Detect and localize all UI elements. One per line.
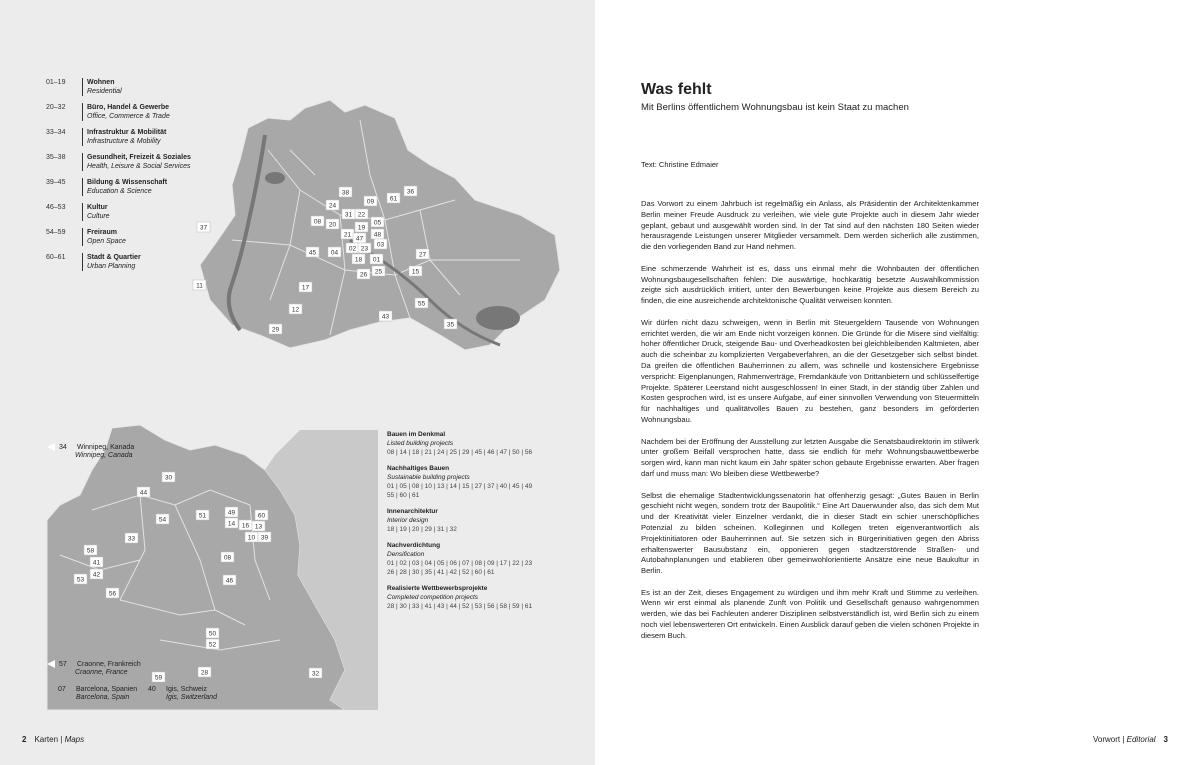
svg-text:44: 44 bbox=[139, 489, 148, 497]
legend-range: 35–38 bbox=[46, 154, 66, 161]
map-marker bbox=[156, 514, 169, 524]
legend-label: Infrastruktur & Mobilität bbox=[87, 129, 167, 136]
svg-text:13: 13 bbox=[254, 523, 263, 531]
svg-text:21: 21 bbox=[343, 231, 352, 239]
map-marker bbox=[90, 569, 103, 579]
map-marker bbox=[198, 667, 211, 677]
svg-text:33: 33 bbox=[127, 535, 136, 543]
category: Nachverdichtung Densification 01 | 02 | 03 | 04 | 05 | 06 | 07 | 08 | 09 | 17 | 22 | 23 26 | 28 | 30 | 35 | 41 | 42 | 52 | 60 | 61 bbox=[387, 542, 533, 576]
svg-text:26: 26 bbox=[359, 271, 368, 279]
legend-label-en: Urban Planning bbox=[87, 263, 136, 270]
page-number: 3 bbox=[1163, 735, 1168, 744]
svg-text:39: 39 bbox=[260, 534, 269, 542]
svg-text:56: 56 bbox=[108, 590, 117, 598]
svg-text:45: 45 bbox=[308, 249, 317, 257]
svg-text:22: 22 bbox=[357, 211, 366, 219]
paragraph: Das Vorwort zu einem Jahrbuch ist regelmäßig ein Anlass, als Präsidentin der Architektenkammer Berlin meiner Freude Ausdruck zu verleihen, wie viele gute Projekte auch in diesem Jahr wieder geplant, gebaut und ausgewählt worden sind. In der Tat sind auf den nächsten 180 Seiten wieder herausragende Leistungen unserer Mitglieder versammelt. Dem werden sicherlich alle zustimmen, die den vorliegenden Band zur Hand nehmen. bbox=[641, 199, 979, 252]
legend-label: Wohnen bbox=[87, 79, 115, 86]
svg-text:41: 41 bbox=[92, 559, 101, 567]
category: Realisierte Wettbewerbsprojekte Completed competition projects 28 | 30 | 33 | 41 | 43 | 44 | 52 | 53 | 56 | 58 | 59 | 61 bbox=[387, 585, 533, 610]
svg-text:02: 02 bbox=[348, 245, 357, 253]
svg-text:04: 04 bbox=[330, 249, 339, 257]
svg-text:10: 10 bbox=[247, 534, 256, 542]
svg-text:53: 53 bbox=[76, 576, 85, 584]
map-marker bbox=[162, 472, 175, 482]
legend-label: Bildung & Wissenschaft bbox=[87, 179, 168, 186]
svg-text:14: 14 bbox=[227, 520, 236, 528]
map-marker bbox=[106, 588, 119, 598]
svg-text:08: 08 bbox=[223, 554, 232, 562]
svg-text:09: 09 bbox=[366, 198, 375, 206]
svg-text:60: 60 bbox=[257, 512, 266, 520]
svg-text:51: 51 bbox=[198, 512, 207, 520]
svg-text:42: 42 bbox=[92, 571, 101, 579]
category: Bauen im Denkmal Listed building projects 08 | 14 | 18 | 21 | 24 | 25 | 29 | 45 | 46 | 47 | 50 | 56 bbox=[387, 431, 533, 456]
legend-range: 39–45 bbox=[46, 179, 66, 186]
map-marker bbox=[225, 518, 238, 528]
legend-label-en: Education & Science bbox=[87, 188, 152, 195]
legend-label-en: Culture bbox=[87, 213, 110, 220]
legend-range: 60–61 bbox=[46, 254, 66, 261]
svg-text:37: 37 bbox=[199, 224, 208, 232]
arrow-left-icon bbox=[47, 660, 55, 668]
legend-range: 33–34 bbox=[46, 129, 66, 136]
svg-text:23: 23 bbox=[360, 245, 369, 253]
map-marker bbox=[252, 521, 265, 531]
article-subtitle: Mit Berlins öffentlichem Wohnungsbau ist kein Staat zu machen bbox=[641, 102, 909, 113]
category: Innenarchitektur Interior design 18 | 19 | 20 | 29 | 31 | 32 bbox=[387, 508, 457, 533]
article-author: Text: Christine Edmaier bbox=[641, 160, 719, 169]
svg-text:01: 01 bbox=[372, 256, 381, 264]
paragraph: Selbst die ehemalige Stadtentwicklungssenatorin hat offenherzig gesagt: „Gutes Bauen in Berlin geschieht nicht wegen, sondern trotz der Baupolitik.“ Eine Art Dauerwunder also, das sich dem Mut und der Kreativität vieler Einzelner verdankt, die in dieser Stadt ein schier unerschöpfliches Potenzial zu bilden scheinen. Kolleginnen und Kollegen treten eigenverantwortlich als Projektinitiatoren oder Bauherrinnen auf. Sie setzen sich in Bürgerinitiativen gegen den Abriss erhaltenswerter Bausubstanz ein, opponieren gegen stadtzerstörende Straßen- und Autobahnplanungen und etablieren über gemeinwohlorientierte Ansätze eine neue Baukultur in Berlin. bbox=[641, 490, 979, 576]
svg-text:15: 15 bbox=[411, 268, 420, 276]
map-marker bbox=[206, 628, 219, 638]
svg-text:19: 19 bbox=[357, 224, 366, 232]
map-marker bbox=[225, 507, 238, 517]
svg-text:05: 05 bbox=[373, 219, 382, 227]
map-marker bbox=[309, 668, 322, 678]
map-marker bbox=[245, 532, 258, 542]
svg-text:12: 12 bbox=[291, 306, 300, 314]
map-marker bbox=[74, 574, 87, 584]
map-marker bbox=[221, 552, 234, 562]
svg-text:20: 20 bbox=[328, 221, 337, 229]
paragraph: Wir dürfen nicht dazu schweigen, wenn in Berlin mit Steuergeldern Tausende von Wohnungen errichtet werden, die wir am Ende nicht vorzeigen können. Die Gründe für die Misere sind vielfältig: hoher öffentlicher Druck, steigende Bau- und Overheadkosten bei gleichbleibenden Kaltmieten, aber auch die scheinbar zu komplizierten Vergabeverfahren, an die der Gesetzgeber sich selbst bindet. Da greifen die öffentlichen Bauherrinnen zu allem, was schnelle und kostensichere Ergebnisse verspricht: Eigenplanungen, Rahmenverträge, Fremdankäufe von Drittanbietern und schlüsselfertige Projekte. Späterer Leerstand nicht ausgeschlossen! In einer Stadt, in der ständig über Zahlen und Kosten gesprochen wird, ist es unsere Aufgabe, auf einer sinnvollen Verwendung von Steuermitteln für nachhaltiges und qualitätvolles Bauen zu bestehen, ganz besonders im geförderten Wohnungsbau. bbox=[641, 317, 979, 424]
page-number: 2 bbox=[22, 735, 27, 744]
legend-label-en: Infrastructure & Mobility bbox=[87, 138, 161, 145]
paragraph: Eine schmerzende Wahrheit ist es, dass uns einmal mehr die Wohnbauten der öffentlichen Wohnungsbaugesellschaften fehlen: Die auswärtige, hochkarätig besetzte Auswahlkommission zeigte sich ausdrücklich irritiert, unter den Bewerbungen keine Projekte aus diesem Bereich zu finden, die eine ausreichende architektonische Qualität verweisen konnten. bbox=[641, 263, 979, 306]
legend-label-en: Residential bbox=[87, 88, 122, 95]
svg-text:18: 18 bbox=[354, 256, 363, 264]
map-marker bbox=[239, 520, 252, 530]
legend-range: 20–32 bbox=[46, 104, 66, 111]
legend-label: Freiraum bbox=[87, 229, 117, 236]
arrow-left-icon bbox=[47, 443, 55, 451]
legend-label-en: Open Space bbox=[87, 238, 126, 245]
svg-text:46: 46 bbox=[225, 577, 234, 585]
svg-text:32: 32 bbox=[311, 670, 320, 678]
svg-text:08: 08 bbox=[313, 218, 322, 226]
legend-label: Stadt & Quartier bbox=[87, 254, 141, 261]
map-marker bbox=[255, 510, 268, 520]
legend-range: 46–53 bbox=[46, 204, 66, 211]
svg-text:38: 38 bbox=[341, 189, 350, 197]
svg-text:16: 16 bbox=[241, 522, 250, 530]
legend-range: 54–59 bbox=[46, 229, 66, 236]
svg-text:59: 59 bbox=[154, 674, 163, 682]
paragraph: Nachdem bei der Eröffnung der Ausstellung zur letzten Ausgabe die Senatsbaudirektorin im stilwerk unter großem Beifall versprochen hatte, dass sie endlich für mehr Wohnungsbauwettbewerbe sorgen wird, kann man nicht kaum ein Jahr später schon gebaute Ergebnisse erwarten. Aber fragen darf und muss man: Wo bleiben diese Wettbewerbe? bbox=[641, 436, 979, 478]
svg-text:30: 30 bbox=[164, 474, 173, 482]
svg-text:48: 48 bbox=[373, 231, 382, 239]
category-list bbox=[387, 430, 557, 618]
svg-text:31: 31 bbox=[344, 211, 353, 219]
map-marker bbox=[125, 533, 138, 543]
external-location: 57 Craonne, Frankreich Craonne, France bbox=[47, 660, 141, 677]
svg-text:52: 52 bbox=[208, 641, 217, 649]
svg-text:47: 47 bbox=[355, 235, 364, 243]
svg-text:35: 35 bbox=[446, 321, 455, 329]
svg-text:25: 25 bbox=[374, 268, 383, 276]
map-marker bbox=[223, 575, 236, 585]
category: Nachhaltiges Bauen Sustainable building projects 01 | 05 | 08 | 10 | 13 | 14 | 15 | 27 | 37 | 40 | 45 | 49 55 | 60 | 61 bbox=[387, 465, 533, 499]
svg-text:55: 55 bbox=[417, 300, 426, 308]
legend-label: Büro, Handel & Gewerbe bbox=[87, 104, 170, 111]
svg-text:58: 58 bbox=[86, 547, 95, 555]
svg-text:27: 27 bbox=[418, 251, 427, 259]
map-marker bbox=[196, 510, 209, 520]
footer-right: Vorwort | Editorial 3 bbox=[1092, 735, 1168, 744]
map-marker bbox=[137, 487, 150, 497]
paragraph: Es ist an der Zeit, dieses Engagement zu würdigen und ihm mehr Kraft und Stimme zu verleihen. Wenn wir erst einmal als planende Zunft von Politik und Gesellschaft genauso wahrgenommen werden, wie das bei Fachleuten anderer Disziplinen selbstverständlich ist, wird Berlin sich zu einem noch viel lebenswerteren Ort entwickeln. Einen Ausblick darauf geben die vielen schönen Projekte in diesem Buch. bbox=[641, 587, 979, 640]
svg-text:24: 24 bbox=[328, 202, 337, 210]
svg-text:49: 49 bbox=[227, 509, 236, 517]
legend-label: Gesundheit, Freizeit & Soziales bbox=[87, 154, 191, 161]
svg-text:61: 61 bbox=[389, 195, 398, 203]
svg-text:50: 50 bbox=[208, 630, 217, 638]
footer-left: 2 Karten | Maps bbox=[22, 735, 85, 744]
map-marker bbox=[84, 545, 97, 555]
svg-text:11: 11 bbox=[196, 282, 203, 290]
article-body bbox=[641, 199, 979, 652]
svg-text:36: 36 bbox=[406, 188, 415, 196]
map-marker bbox=[90, 557, 103, 567]
external-location: 07 Barcelona, Spanien Barcelona, Spain bbox=[58, 686, 138, 701]
external-location: 40 Igis, Schweiz Igis, Switzerland bbox=[148, 686, 217, 701]
legend-label-en: Office, Commerce & Trade bbox=[87, 113, 170, 120]
legend-label: Kultur bbox=[87, 204, 108, 211]
svg-text:28: 28 bbox=[200, 669, 209, 677]
map-marker bbox=[152, 672, 165, 682]
svg-text:17: 17 bbox=[301, 284, 310, 292]
svg-text:29: 29 bbox=[271, 326, 280, 334]
legend-label-en: Health, Leisure & Social Services bbox=[87, 163, 191, 170]
map-marker bbox=[206, 639, 219, 649]
external-location: 34 Winnipeg, Kanada Winnipeg, Canada bbox=[47, 443, 134, 460]
right-page bbox=[595, 0, 1190, 765]
legend-range: 01–19 bbox=[46, 79, 66, 86]
svg-text:03: 03 bbox=[376, 241, 385, 249]
svg-text:54: 54 bbox=[158, 516, 167, 524]
article-title: Was fehlt bbox=[641, 81, 712, 98]
svg-text:43: 43 bbox=[381, 313, 390, 321]
map-marker bbox=[258, 532, 271, 542]
